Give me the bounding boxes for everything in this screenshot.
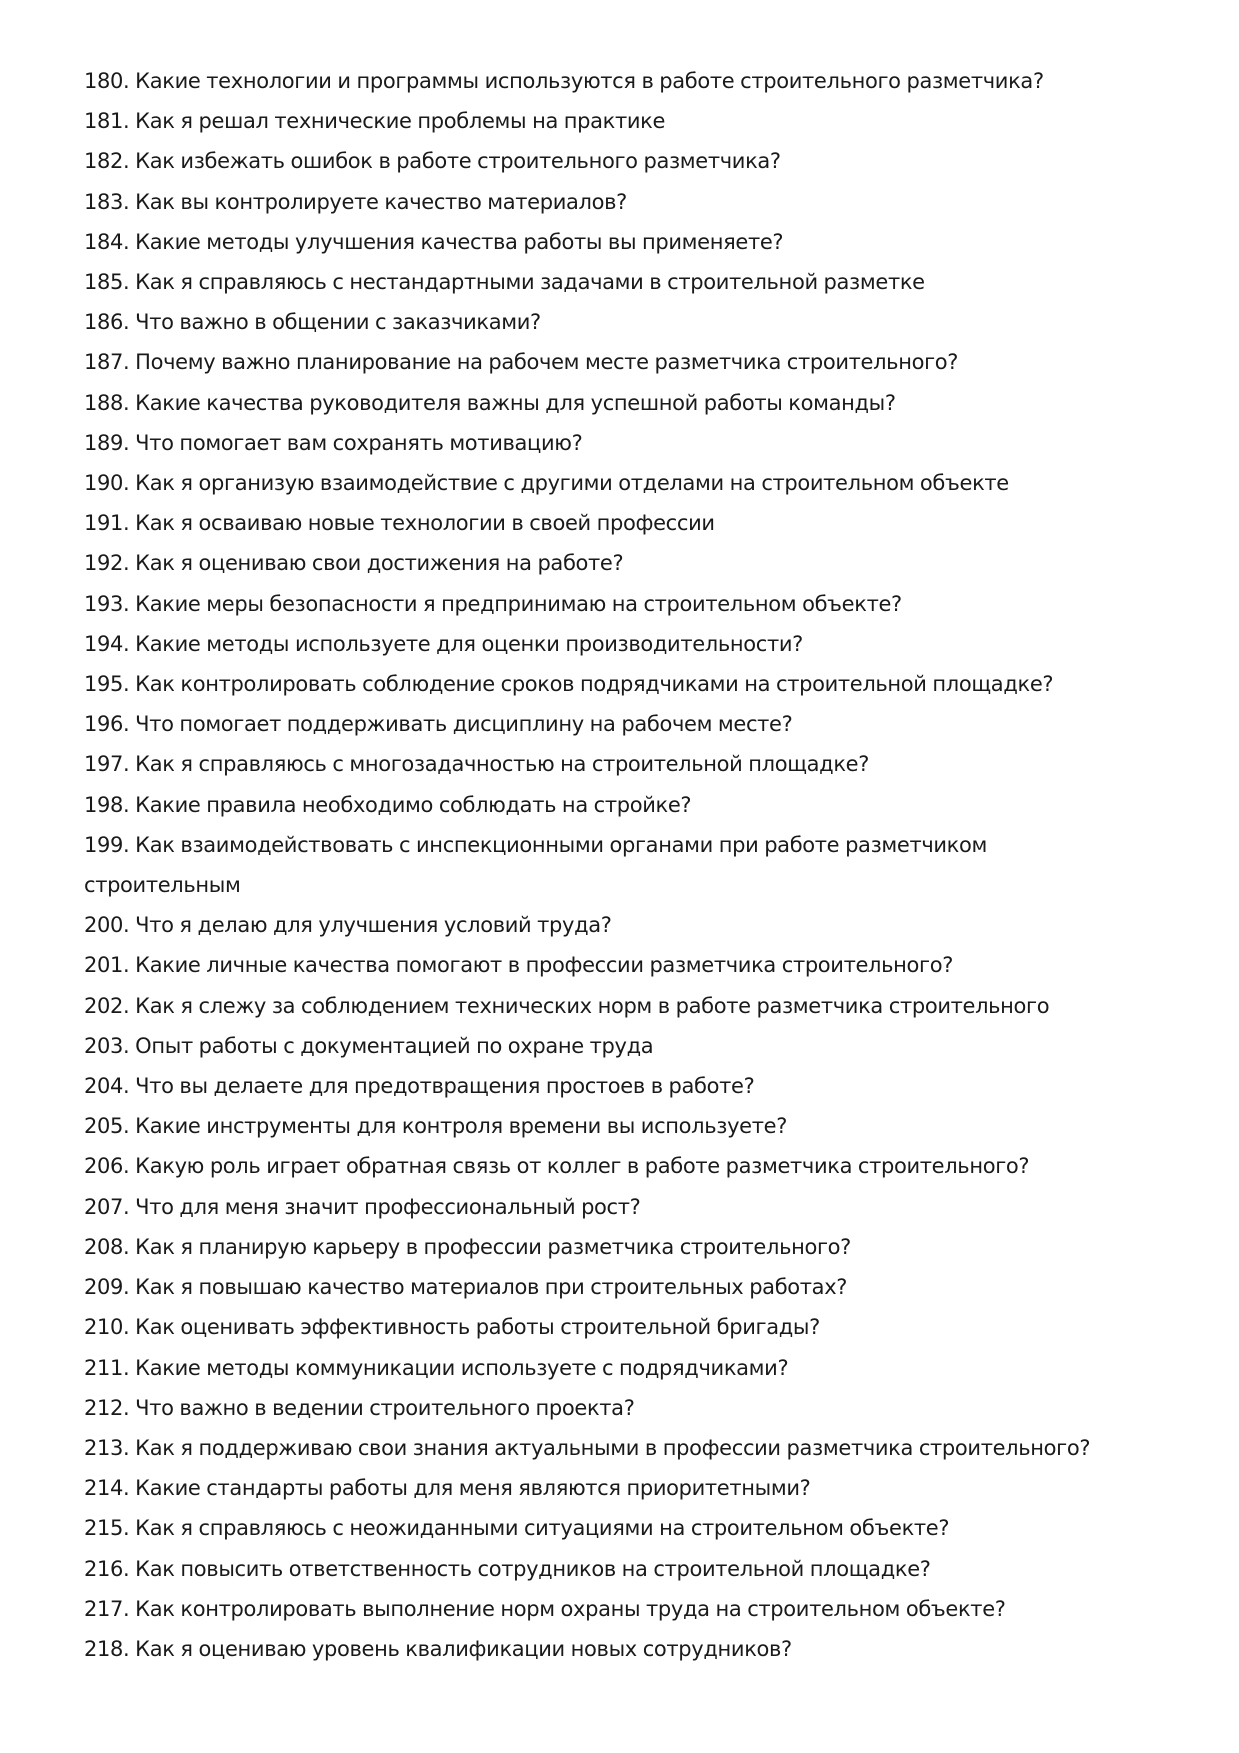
- list-item: 181. Как я решал технические проблемы на практике: [84, 109, 666, 134]
- list-item: 182. Как избежать ошибок в работе строительного разметчика?: [84, 149, 781, 174]
- list-item: 180. Какие технологии и программы используются в работе строительного разметчика?: [84, 69, 1044, 93]
- list-item: 206. Какую роль играет обратная связь от коллег в работе разметчика строительного?: [84, 1154, 1030, 1179]
- list-item: 211. Какие методы коммуникации используете с подрядчиками?: [84, 1355, 789, 1380]
- list-item: 196. Что помогает поддерживать дисциплину на рабочем месте?: [84, 712, 793, 737]
- list-item: 202. Как я слежу за соблюдением технических норм в работе разметчика строительного: [84, 993, 1050, 1018]
- list-item: 214. Какие стандарты работы для меня являются приоритетными?: [84, 1476, 811, 1501]
- list-item: 199. Как взаимодействовать с инспекционными органами при работе разметчиком строительным: [84, 832, 988, 898]
- list-item: 193. Какие меры безопасности я предпринимаю на строительном объекте?: [84, 591, 902, 616]
- list-item: 192. Как я оцениваю свои достижения на работе?: [84, 551, 624, 576]
- list-item: 185. Как я справляюсь с нестандартными задачами в строительной разметке: [84, 270, 925, 295]
- list-item: 213. Как я поддерживаю свои знания актуальными в профессии разметчика строительного?: [84, 1435, 1091, 1460]
- list-item: 187. Почему важно планирование на рабочем месте разметчика строительного?: [84, 350, 959, 375]
- list-item: 209. Как я повышаю качество материалов при строительных работах?: [84, 1275, 848, 1300]
- list-item: 190. Как я организую взаимодействие с другими отделами на строительном объекте: [84, 471, 1009, 496]
- list-item: 208. Как я планирую карьеру в профессии разметчика строительного?: [84, 1234, 851, 1259]
- list-item: 194. Какие методы используете для оценки производительности?: [84, 631, 803, 656]
- list-item: 218. Как я оцениваю уровень квалификации новых сотрудников?: [84, 1636, 792, 1661]
- list-item: 184. Какие методы улучшения качества работы вы применяете?: [84, 229, 784, 254]
- list-item: 212. Что важно в ведении строительного проекта?: [84, 1395, 635, 1420]
- list-item: 189. Что помогает вам сохранять мотивацию?: [84, 430, 583, 455]
- list-item: 183. Как вы контролируете качество материалов?: [84, 189, 627, 214]
- list-item: 200. Что я делаю для улучшения условий труда?: [84, 913, 612, 938]
- question-list: [84, 61, 1174, 1669]
- list-item: 204. Что вы делаете для предотвращения простоев в работе?: [84, 1074, 755, 1099]
- list-item: 197. Как я справляюсь с многозадачностью на строительной площадке?: [84, 752, 870, 777]
- list-item: 203. Опыт работы с документацией по охране труда: [84, 1033, 654, 1058]
- list-item: 216. Как повысить ответственность сотрудников на строительной площадке?: [84, 1556, 931, 1581]
- list-item: 201. Какие личные качества помогают в профессии разметчика строительного?: [84, 953, 954, 978]
- list-item: 217. Как контролировать выполнение норм охраны труда на строительном объекте?: [84, 1596, 1006, 1621]
- list-item: 205. Какие инструменты для контроля времени вы используете?: [84, 1114, 787, 1139]
- list-item: 191. Как я осваиваю новые технологии в своей профессии: [84, 511, 715, 536]
- list-item: 210. Как оценивать эффективность работы строительной бригады?: [84, 1315, 820, 1340]
- list-item: 188. Какие качества руководителя важны для успешной работы команды?: [84, 390, 896, 415]
- list-item: 215. Как я справляюсь с неожиданными ситуациями на строительном объекте?: [84, 1516, 950, 1541]
- list-item: 186. Что важно в общении с заказчиками?: [84, 310, 541, 335]
- list-item: 207. Что для меня значит профессиональный рост?: [84, 1194, 641, 1219]
- list-item: 198. Какие правила необходимо соблюдать на стройке?: [84, 792, 692, 817]
- list-item: 195. Как контролировать соблюдение сроков подрядчиками на строительной площадке?: [84, 672, 1054, 697]
